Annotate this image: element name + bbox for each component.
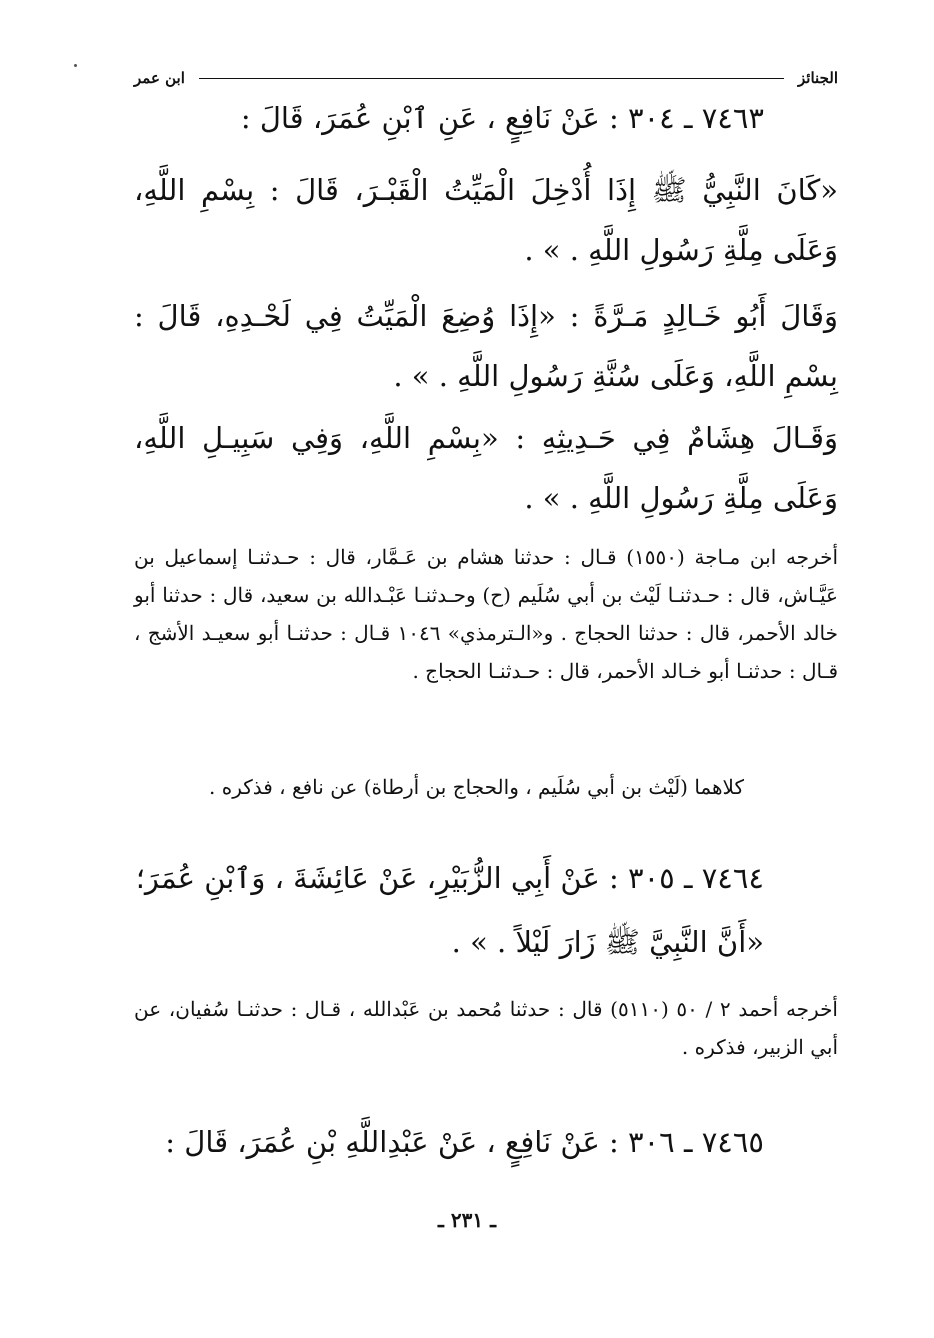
hadith-7465-heading: ٧٤٦٥ ـ ٣٠٦ : عَنْ نَافِعٍ ، عَنْ عَبْدِاللَّهِ بْنِ عُمَرَ، قَالَ : (165, 1125, 764, 1159)
hadith-7463-text: «كَانَ النَّبِيُّ ﷺ إِذَا أُدْخِلَ الْمَيِّتُ الْقَبْـرَ، قَالَ : بِسْمِ اللَّهِ، وَعَلَى مِلَّةِ رَسُولِ اللَّهِ . » . (134, 173, 838, 267)
hadith-7463-heading: ٧٤٦٣ ـ ٣٠٤ : عَنْ نَافِعٍ ، عَنِ ٱبْنِ عُمَرَ، قَالَ : (240, 101, 764, 135)
hadith-7463-note: كلاهما (لَيْث بن أبي سُلَيم ، والحجاج بن أرطاة) عن نافع ، فذكره . (209, 775, 744, 799)
hadith-7464-text: «أَنَّ النَّبِيَّ ﷺ زَارَ لَيْلاً . » . (451, 925, 764, 959)
hadith-7463-variant-hisham: وَقَـالَ هِشَامٌ فِي حَـدِيثِهِ : «بِسْمِ اللَّهِ، وَفِي سَبِيـلِ اللَّهِ، وَعَلَى مِلَّةِ رَسُولِ اللَّهِ . » . (134, 421, 838, 515)
hadith-7463-takhrij: أخرجه ابن مـاجة (١٥٥٠) قـال : حدثنا هشام بن عَـمَّار، قال : حـدثنـا إسماعيل بن عَيَّـاش، قال : حـدثنـا لَيْث بن أبي سُلَيم (ح) وحـدثنـا عَبْـدالله بن سعيد، قال : حدثنا أبو خالد الأحمر، قال : حدثنا الحجاج . و«الـترمذي» ١٠٤٦ قـال : حدثنـا أبو سعيـد الأشج ، قـال : حدثنـا أبو خـالد الأحمر، قال : حـدثنـا الحجاج . (134, 545, 838, 683)
page-number: ـ ٢٣١ ـ (438, 1208, 496, 1232)
header-subject-title: ابن عمر (134, 69, 185, 87)
running-header (134, 66, 838, 90)
header-rule (199, 78, 784, 79)
hadith-7463-variant-abu-khalid: وَقَالَ أَبُو خَـالِدٍ مَـرَّةً : «إِذَا وُضِعَ الْمَيِّتُ فِي لَحْـدِهِ، قَالَ : بِسْمِ اللَّهِ، وَعَلَى سُنَّةِ رَسُولِ اللَّهِ . » . (134, 299, 838, 393)
header-chapter-title: الجنائز (798, 69, 838, 87)
hadith-7464-heading: ٧٤٦٤ ـ ٣٠٥ : عَنْ أَبِي الزُّبَيْرِ، عَنْ عَائِشَةَ ، وَٱبْنِ عُمَرَ؛ (135, 861, 764, 895)
hadith-7464-takhrij: أخرجه أحمد ٢ / ٥٠ (٥١١٠) قال : حدثنا مُحمد بن عَبْدالله ، قـال : حدثنـا سُفيان، عن أبي الزبير، فذكره . (134, 997, 838, 1059)
scan-speck (74, 64, 77, 67)
